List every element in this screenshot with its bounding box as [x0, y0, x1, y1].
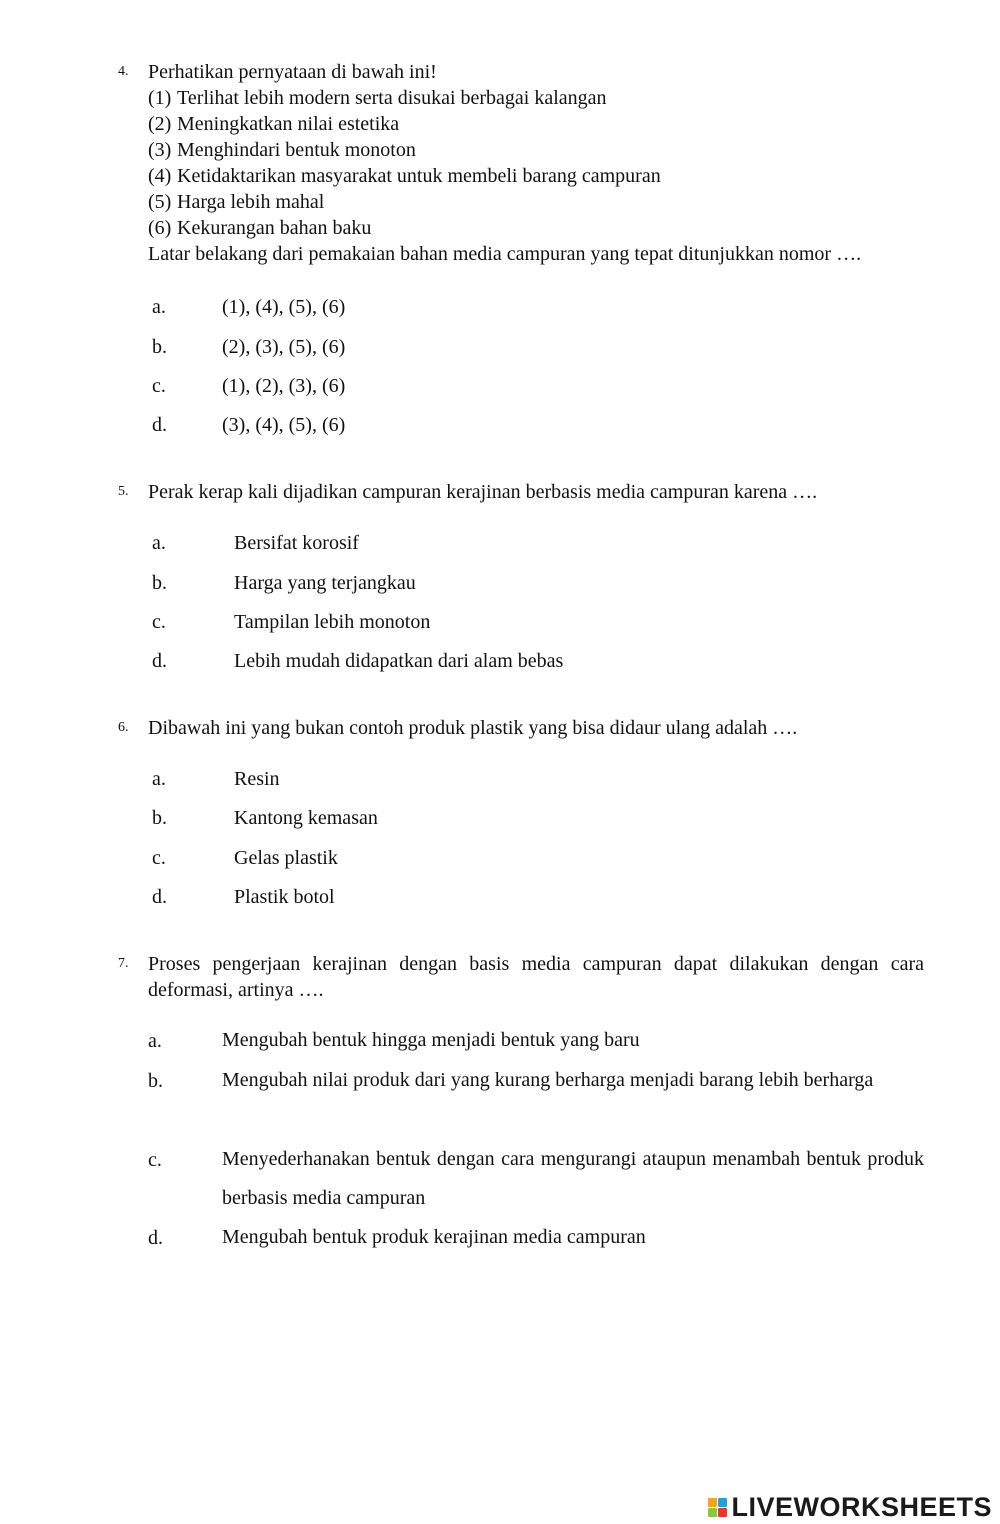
statement-item: (5) Harga lebih mahal	[148, 191, 325, 213]
statement-item: (1) Terlihat lebih modern serta disukai berbagai kalangan	[148, 87, 607, 109]
question-text: Perak kerap kali dijadikan campuran kerajinan berbasis media campuran karena ….	[148, 481, 818, 503]
statement-item: (6) Kekurangan bahan baku	[148, 217, 372, 239]
brand-name: LIVEWORKSHEETS	[731, 1491, 992, 1522]
question-text: Perhatikan pernyataan di bawah ini!	[148, 61, 437, 83]
question-number: 6.	[118, 720, 129, 735]
liveworksheets-brand	[708, 1492, 992, 1522]
question-number: 7.	[118, 956, 129, 971]
statement-item: (4) Ketidaktarikan masyarakat untuk membeli barang campuran	[148, 165, 661, 187]
statement-item: (2) Meningkatkan nilai estetika	[148, 113, 400, 135]
question-number: 5.	[118, 484, 129, 499]
question-text: Dibawah ini yang bukan contoh produk plastik yang bisa didaur ulang adalah ….	[148, 717, 798, 739]
question-text: Proses pengerjaan kerajinan dengan basis media campuran dapat dilakukan dengan cara deformasi, artinya ….	[148, 953, 924, 1001]
liveworksheets-logo-icon	[708, 1498, 727, 1517]
question-number: 4.	[118, 64, 129, 79]
statement-item: (3) Menghindari bentuk monoton	[148, 139, 416, 161]
question-prompt: Latar belakang dari pemakaian bahan media campuran yang tepat ditunjukkan nomor ….	[148, 243, 862, 265]
